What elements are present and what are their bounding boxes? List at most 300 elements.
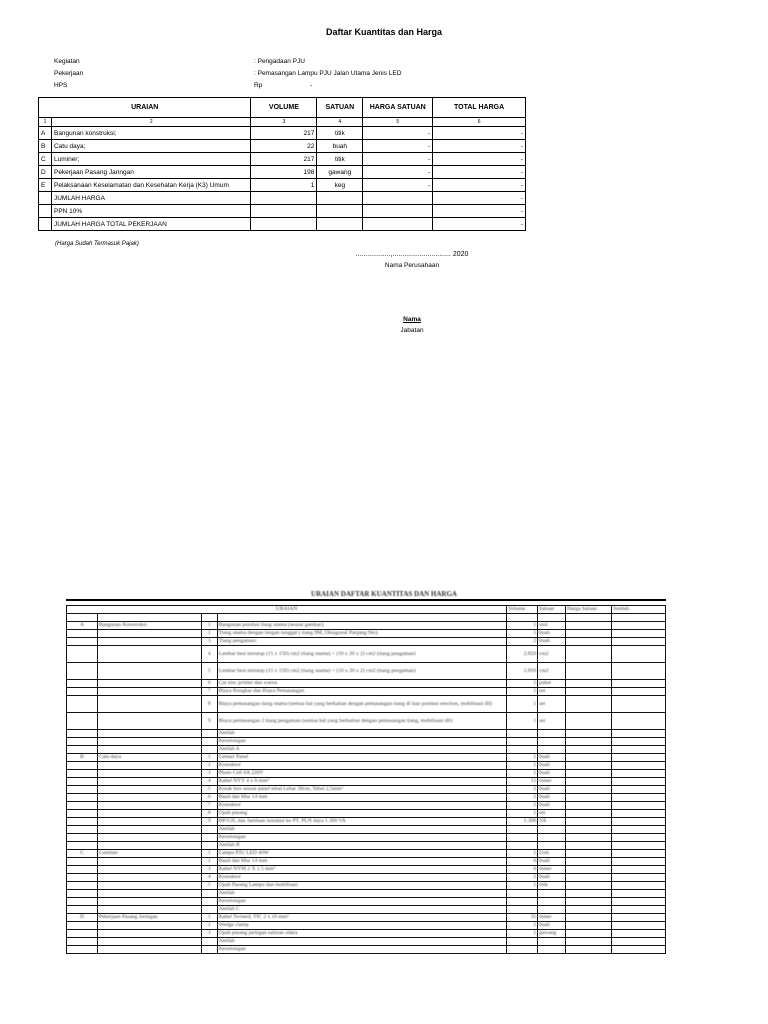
p2-group — [97, 802, 201, 810]
p2-code — [67, 898, 98, 906]
p2-no — [201, 906, 217, 914]
p2-no — [201, 938, 217, 946]
p2-amount — [612, 746, 666, 754]
p2-group: Luminer — [97, 850, 201, 858]
p2-price — [566, 898, 612, 906]
p2-desc: Lampu PJU LED 40W — [217, 850, 507, 858]
p2-unit — [538, 738, 566, 746]
p2-volume: 1 — [507, 622, 538, 630]
empty-cell — [251, 192, 317, 205]
row-volume: 198 — [251, 166, 317, 179]
p2-amount — [612, 738, 666, 746]
page2-header-volume: Volume — [507, 606, 538, 614]
p2-no: 9 — [201, 818, 217, 826]
empty-cell — [363, 205, 433, 218]
page2-table-row — [67, 850, 666, 858]
page2-table-row — [67, 794, 666, 802]
p2-group — [97, 866, 201, 874]
p2-amount — [612, 930, 666, 938]
p2-code — [67, 802, 98, 810]
page2-table-row — [67, 638, 666, 646]
empty-cell — [363, 218, 433, 231]
p2-price — [566, 778, 612, 786]
empty-cell — [39, 218, 52, 231]
p2-desc: Jumlah C — [217, 906, 507, 914]
p2-volume — [507, 842, 538, 850]
p2-desc: Lemari Panel — [217, 754, 507, 762]
p2-group: Catu daya — [97, 754, 201, 762]
p2-volume: 2.850 — [507, 646, 538, 663]
page2-header-jumlah: Jumlah — [612, 606, 666, 614]
p2-volume: 1.300 — [507, 818, 538, 826]
row-total: - — [433, 166, 526, 179]
p2-desc: Photo Cell 6A 220V — [217, 770, 507, 778]
p2-unit — [538, 826, 566, 834]
page2-table-row — [67, 770, 666, 778]
p2-volume: 2 — [507, 874, 538, 882]
p2-price — [566, 696, 612, 713]
p2-price — [566, 738, 612, 746]
row-price: - — [363, 140, 433, 153]
p2-unit — [538, 834, 566, 842]
row-total: - — [433, 179, 526, 192]
p2-amount — [612, 874, 666, 882]
p2-price — [566, 874, 612, 882]
p2-group — [97, 794, 201, 802]
p2-amount — [612, 786, 666, 794]
p2-group — [97, 630, 201, 638]
p2-amount — [612, 842, 666, 850]
p2-code — [67, 810, 98, 818]
p2-group — [97, 946, 201, 954]
p2-code — [67, 834, 98, 842]
p2-desc: Keuntungan — [217, 834, 507, 842]
table-header-row — [39, 98, 526, 118]
p2-code — [67, 778, 98, 786]
p2-volume — [507, 826, 538, 834]
p2-amount — [612, 938, 666, 946]
row-volume: 217 — [251, 153, 317, 166]
p2-volume — [507, 614, 538, 622]
p2-volume: 1 — [507, 696, 538, 713]
p2-unit: VA — [538, 818, 566, 826]
p2-desc: Keuntungan — [217, 738, 507, 746]
p2-code: D — [67, 914, 98, 922]
p2-no: 1 — [201, 622, 217, 630]
table-row — [39, 179, 526, 192]
p2-no: 7 — [201, 802, 217, 810]
p2-no: 5 — [201, 882, 217, 890]
p2-price — [566, 614, 612, 622]
p2-amount — [612, 770, 666, 778]
signature-company: Nama Perusahaan — [384, 262, 440, 269]
p2-no: 3 — [201, 638, 217, 646]
p2-code — [67, 646, 98, 663]
page2-table-row — [67, 713, 666, 730]
meta-label-kegiatan: Kegiatan — [54, 58, 80, 65]
p2-amount — [612, 622, 666, 630]
p2-amount — [612, 630, 666, 638]
p2-group — [97, 874, 201, 882]
p2-group — [97, 730, 201, 738]
page2-top-rule — [66, 599, 666, 601]
p2-desc: Tiang pengaman; — [217, 638, 507, 646]
p2-unit: buah — [538, 754, 566, 762]
p2-amount — [612, 890, 666, 898]
tax-note: (Harga Sudah Termasuk Pajak) — [55, 241, 139, 247]
p2-volume: 6 — [507, 866, 538, 874]
p2-no: 1 — [201, 914, 217, 922]
p2-desc: Biaya Bongkar dan Biaya Pemasangan — [217, 688, 507, 696]
p2-price — [566, 842, 612, 850]
p2-amount — [612, 858, 666, 866]
p2-desc: Keuntungan — [217, 898, 507, 906]
page2-table-row — [67, 622, 666, 630]
p2-code — [67, 614, 98, 622]
p2-no: 8 — [201, 810, 217, 818]
p2-price — [566, 688, 612, 696]
p2-code — [67, 842, 98, 850]
p2-no: 2 — [201, 858, 217, 866]
p2-volume: 1 — [507, 850, 538, 858]
p2-desc — [217, 614, 507, 622]
p2-no: 3 — [201, 930, 217, 938]
p2-group — [97, 834, 201, 842]
p2-code — [67, 866, 98, 874]
p2-no — [201, 946, 217, 954]
p2-price — [566, 638, 612, 646]
page2-table-row — [67, 778, 666, 786]
p2-group — [97, 786, 201, 794]
p2-group — [97, 663, 201, 680]
p2-price — [566, 946, 612, 954]
page2-table-row — [67, 922, 666, 930]
col-num: 1 — [39, 118, 52, 127]
empty-cell — [317, 192, 363, 205]
p2-no: 1 — [201, 754, 217, 762]
p2-group — [97, 688, 201, 696]
p2-unit: set — [538, 713, 566, 730]
p2-price — [566, 762, 612, 770]
page2-title: URAIAN DAFTAR KUANTITAS DAN HARGA — [311, 590, 457, 598]
p2-unit: buah — [538, 802, 566, 810]
p2-unit: buah — [538, 794, 566, 802]
p2-price — [566, 858, 612, 866]
p2-unit: buah — [538, 874, 566, 882]
p2-amount — [612, 638, 666, 646]
col-num: 5 — [363, 118, 433, 127]
p2-code — [67, 762, 98, 770]
p2-desc: Keuntungan — [217, 946, 507, 954]
p2-desc: Bangunan pondasi tiang utama (sesuai gambar); — [217, 622, 507, 630]
p2-volume — [507, 898, 538, 906]
p2-amount — [612, 646, 666, 663]
p2-desc: Jumlah — [217, 938, 507, 946]
header-total-harga: TOTAL HARGA — [433, 98, 526, 118]
summary-label: JUMLAH HARGA TOTAL PEKERJAAN — [51, 218, 250, 231]
p2-price — [566, 818, 612, 826]
row-code: A — [39, 127, 52, 140]
p2-price — [566, 713, 612, 730]
p2-amount — [612, 850, 666, 858]
p2-desc: Kabel Twisted, TIC 2 x 10 mm² — [217, 914, 507, 922]
p2-code — [67, 946, 98, 954]
row-code: B — [39, 140, 52, 153]
p2-code — [67, 818, 98, 826]
page2-table-row — [67, 882, 666, 890]
p2-desc: Band dan Mur 14 mm — [217, 858, 507, 866]
p2-desc: Upah Pasang Lampu dan mobilisasi — [217, 882, 507, 890]
p2-amount — [612, 754, 666, 762]
row-volume: 217 — [251, 127, 317, 140]
row-unit: titik — [317, 153, 363, 166]
p2-amount — [612, 898, 666, 906]
column-number-row — [39, 118, 526, 127]
row-desc: Pekerjaan Pasang Jaringan — [51, 166, 250, 179]
page2-table-row — [67, 930, 666, 938]
page-title: Daftar Kuantitas dan Harga — [325, 27, 443, 37]
p2-unit: buah — [538, 630, 566, 638]
p2-no: 6 — [201, 794, 217, 802]
p2-price — [566, 834, 612, 842]
p2-group — [97, 770, 201, 778]
p2-code — [67, 746, 98, 754]
row-desc: Catu daya; — [51, 140, 250, 153]
p2-code — [67, 713, 98, 730]
p2-group — [97, 696, 201, 713]
col-num: 6 — [433, 118, 526, 127]
page2-table-row — [67, 696, 666, 713]
p2-code — [67, 738, 98, 746]
p2-group — [97, 930, 201, 938]
p2-amount — [612, 826, 666, 834]
p2-volume: 35 — [507, 914, 538, 922]
row-price: - — [363, 179, 433, 192]
empty-cell — [39, 192, 52, 205]
p2-unit — [538, 730, 566, 738]
row-price: - — [363, 127, 433, 140]
p2-volume: 1 — [507, 630, 538, 638]
p2-group — [97, 646, 201, 663]
p2-desc: Jumlah A — [217, 746, 507, 754]
page2-table-row — [67, 866, 666, 874]
empty-cell — [317, 205, 363, 218]
p2-unit — [538, 842, 566, 850]
page2-table-row — [67, 810, 666, 818]
p2-unit — [538, 898, 566, 906]
p2-no — [201, 834, 217, 842]
p2-no — [201, 730, 217, 738]
summary-label: JUMLAH HARGA — [51, 192, 250, 205]
p2-code — [67, 696, 98, 713]
p2-code — [67, 794, 98, 802]
p2-code — [67, 938, 98, 946]
p2-desc: Band dan Mur 14 mm — [217, 794, 507, 802]
p2-price — [566, 826, 612, 834]
meta-value-pekerjaan: : Pemasangan Lampu PJU Jalan Utama Jenis LED — [254, 70, 402, 77]
p2-code — [67, 906, 98, 914]
p2-group — [97, 778, 201, 786]
p2-desc: Kontaktor — [217, 874, 507, 882]
p2-desc: BP/UJL dan Jaminan instalasi ke PT. PLN daya 1.300 VA — [217, 818, 507, 826]
col-num: 2 — [51, 118, 250, 127]
page2-table-row — [67, 746, 666, 754]
p2-amount — [612, 762, 666, 770]
p2-code — [67, 688, 98, 696]
row-unit: buah — [317, 140, 363, 153]
summary-label: PPN 10% — [51, 205, 250, 218]
p2-group — [97, 842, 201, 850]
p2-amount — [612, 730, 666, 738]
p2-amount — [612, 713, 666, 730]
p2-amount — [612, 834, 666, 842]
page2-header-row — [67, 606, 666, 614]
page2-table-row — [67, 890, 666, 898]
row-code: E — [39, 179, 52, 192]
p2-no: 1 — [201, 850, 217, 858]
page2-table-row — [67, 754, 666, 762]
p2-unit: buah — [538, 638, 566, 646]
p2-group — [97, 818, 201, 826]
p2-desc: Biaya pemasangan 2 tiang pengaman (semua hal yang berkaitan dengan pemasangan tiang, mobilisasi dll) — [217, 713, 507, 730]
p2-unit: gawang — [538, 930, 566, 938]
empty-cell — [39, 205, 52, 218]
p2-volume — [507, 946, 538, 954]
p2-no — [201, 738, 217, 746]
p2-unit — [538, 906, 566, 914]
p2-amount — [612, 696, 666, 713]
page2-header-satuan: Satuan — [538, 606, 566, 614]
p2-unit: paket — [538, 680, 566, 688]
row-volume: 1 — [251, 179, 317, 192]
p2-amount — [612, 914, 666, 922]
p2-price — [566, 906, 612, 914]
empty-cell — [251, 205, 317, 218]
p2-amount — [612, 778, 666, 786]
p2-price — [566, 754, 612, 762]
p2-desc: Kotak box sesuai panel tebal Lebar 30cm, Tebal 2,5mm² — [217, 786, 507, 794]
p2-price — [566, 746, 612, 754]
signature-date: ..................,.............................. 2020 — [355, 251, 469, 258]
p2-code — [67, 922, 98, 930]
p2-unit: meter — [538, 866, 566, 874]
p2-volume: 1 — [507, 930, 538, 938]
p2-no: 2 — [201, 762, 217, 770]
p2-amount — [612, 818, 666, 826]
page2-table-row — [67, 946, 666, 954]
signature-position: Jabatan — [400, 327, 424, 334]
page2-header-harga: Harga Satuan — [566, 606, 612, 614]
p2-volume — [507, 738, 538, 746]
p2-code — [67, 874, 98, 882]
row-desc: Luminer; — [51, 153, 250, 166]
page2-table-row — [67, 614, 666, 622]
summary-row — [39, 192, 526, 205]
p2-group — [97, 762, 201, 770]
p2-desc: Cat zinc primer dan warna — [217, 680, 507, 688]
p2-group — [97, 746, 201, 754]
page2-table-row — [67, 898, 666, 906]
meta-label-pekerjaan: Pekerjaan — [54, 70, 84, 77]
p2-no: 4 — [201, 778, 217, 786]
meta-value-hps: Rp — [254, 82, 263, 89]
p2-amount — [612, 866, 666, 874]
p2-unit: buah — [538, 858, 566, 866]
row-price: - — [363, 166, 433, 179]
p2-volume — [507, 890, 538, 898]
summary-total: - — [433, 205, 526, 218]
p2-group: Bangunan Konstruksi — [97, 622, 201, 630]
p2-volume: 1 — [507, 762, 538, 770]
p2-unit: titik — [538, 882, 566, 890]
row-total: - — [433, 127, 526, 140]
empty-cell — [251, 218, 317, 231]
p2-unit: meter — [538, 914, 566, 922]
p2-volume — [507, 730, 538, 738]
p2-desc: Jumlah B — [217, 842, 507, 850]
row-desc: Bangunan konstruksi; — [51, 127, 250, 140]
p2-volume — [507, 906, 538, 914]
page2-table-row — [67, 663, 666, 680]
page2-table-row — [67, 680, 666, 688]
p2-price — [566, 630, 612, 638]
p2-group — [97, 882, 201, 890]
p2-code — [67, 730, 98, 738]
page2-table-row — [67, 730, 666, 738]
empty-cell — [317, 218, 363, 231]
row-total: - — [433, 140, 526, 153]
p2-price — [566, 680, 612, 688]
p2-group — [97, 713, 201, 730]
page2-table-row — [67, 762, 666, 770]
row-code: D — [39, 166, 52, 179]
p2-unit: Unit — [538, 850, 566, 858]
col-num: 3 — [251, 118, 317, 127]
p2-code: C — [67, 850, 98, 858]
p2-desc: Lembar besi tertutup (15 x 150) cm2 (tiang utama) + (10 x 20 x 2) cm2 (tiang pengaman) — [217, 646, 507, 663]
p2-volume: 1 — [507, 754, 538, 762]
col-num: 4 — [317, 118, 363, 127]
p2-group — [97, 810, 201, 818]
meta-label-hps: HPS — [54, 82, 68, 89]
empty-cell — [363, 192, 433, 205]
page2-header-uraian: URAIAN — [67, 606, 507, 614]
p2-code — [67, 630, 98, 638]
page2-table-row — [67, 914, 666, 922]
p2-group — [97, 738, 201, 746]
p2-price — [566, 730, 612, 738]
p2-volume: 11 — [507, 778, 538, 786]
p2-amount — [612, 802, 666, 810]
p2-no: 8 — [201, 696, 217, 713]
p2-price — [566, 622, 612, 630]
p2-volume: 2 — [507, 786, 538, 794]
p2-no: 4 — [201, 874, 217, 882]
p2-desc: Kontaktor — [217, 802, 507, 810]
p2-no — [201, 898, 217, 906]
p2-code — [67, 890, 98, 898]
p2-group — [97, 938, 201, 946]
page2-table-row — [67, 688, 666, 696]
p2-price — [566, 890, 612, 898]
p2-no: 5 — [201, 663, 217, 680]
p2-price — [566, 770, 612, 778]
p2-volume: 2.850 — [507, 663, 538, 680]
p2-group — [97, 858, 201, 866]
p2-volume: 1 — [507, 680, 538, 688]
p2-no: 4 — [201, 646, 217, 663]
p2-volume: 2 — [507, 794, 538, 802]
